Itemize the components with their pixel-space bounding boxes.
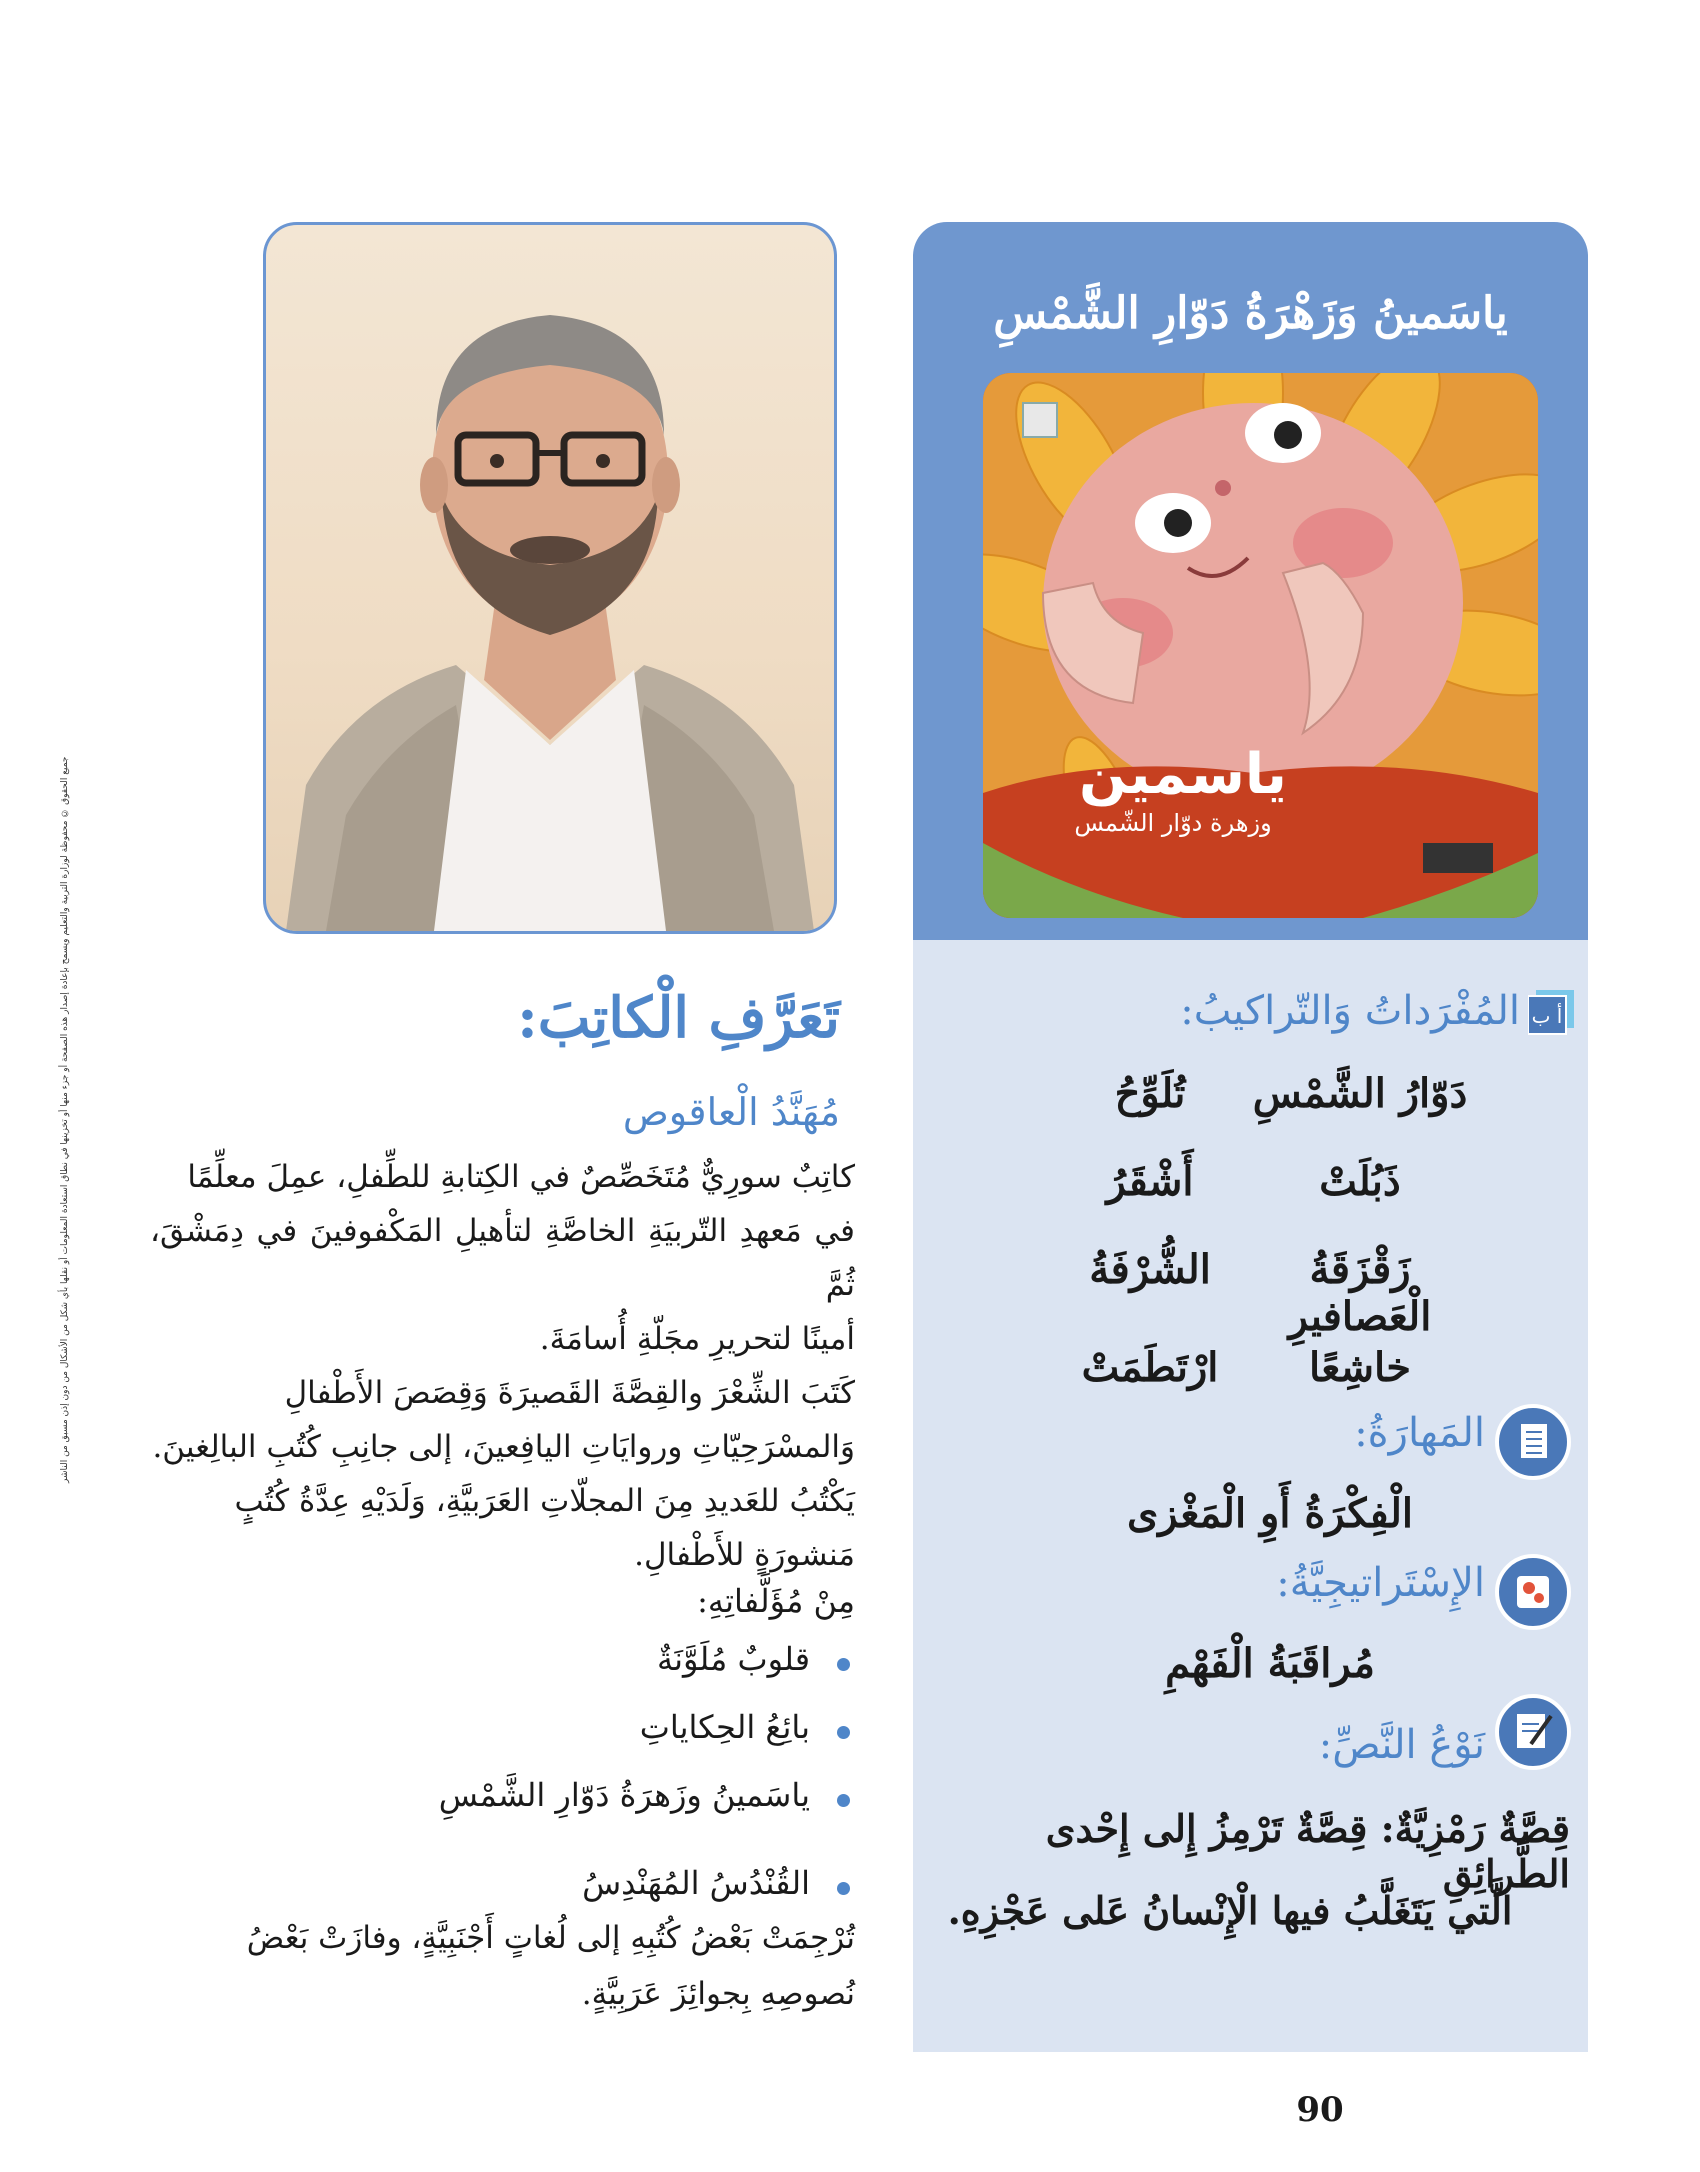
page-number: 90 [1296, 2090, 1344, 2130]
book-cover-illustration [983, 373, 1538, 918]
works-label: مِنْ مُؤَلَّفاتِهِ: [697, 1582, 855, 1620]
pencil-note-icon [1495, 1694, 1571, 1770]
text-type-line-2: الَّتي يَتَغَلَّبُ فيها الْإِنْسانُ عَلى عَجْزِهِ. [947, 1888, 1513, 1933]
cover-title: ياسمين [1079, 742, 1287, 807]
vocab-icon [1528, 990, 1574, 1036]
bio-line: يَكْتُبُ للعَديدِ مِنَ المجلّاتِ العَرَبيَّةِ، وَلَدَيْهِ عِدَّةُ كُتُبٍ [234, 1483, 855, 1519]
list-item: ياسَمينُ وزَهرَةُ دَوّارِ الشَّمْسِ [300, 1776, 850, 1844]
bullet-icon [837, 1726, 850, 1739]
author-name: مُهَنَّدُ الْعاقوص [622, 1090, 840, 1134]
bio-line: أمينًا لتحريرِ مجَلّةِ أُسامَةَ. [539, 1321, 855, 1357]
checklist-icon [1495, 1404, 1571, 1480]
translations-line: تُرْجِمَتْ بَعْضُ كُتُبِهِ إلى لُغاتٍ أَجْنَبِيَّةٍ، وفازَتْ بَعْضُ [246, 1920, 855, 1956]
bullet-icon [837, 1658, 850, 1671]
strategy-value: مُراقَبَةُ الْفَهْمِ [1165, 1640, 1375, 1687]
vocab-label: المُفْرَداتُ وَالتّراكيبُ: [1180, 988, 1520, 1034]
bio-line: وَالمسْرَحِيّاتِ وروايَاتِ اليافِعينَ، إلى جانِبِ كُتُبِ البالِغينَ. [152, 1429, 855, 1465]
vocab-word: تُلَوِّحُ [1114, 1070, 1186, 1117]
cover-subtitle: وزهرة دوّار الشّمس [1074, 809, 1272, 837]
book-cover [983, 373, 1538, 918]
vocab-word: زَقْزَقَةُ الْعَصافيرِ [1288, 1246, 1432, 1340]
copyright-notice: جميع الحقوق © محفوظة لوزارة التربية والتعليم ويسمح بإعادة إصدار هذه الصفحة أو جزء منها أو تخزينها في نطاق استعادة المعلومات أو نقلها بأي شكل من الأشكال من دون إذن مسبق من الناشر [60, 756, 70, 1484]
text-type-label: نَوْعُ النَّصِّ: [1318, 1722, 1485, 1768]
bio-line: كاتِبٌ سورِيٌّ مُتَخَصِّصٌ في الكِتابةِ للطِّفلِ، عمِلَ معلِّمًا [187, 1159, 855, 1195]
vocab-word: الشُّرْفَةُ [1089, 1246, 1211, 1293]
skill-value: الْفِكْرَةُ أَوِ الْمَغْزى [1126, 1490, 1414, 1537]
skill-label: المَهارَةُ: [1354, 1410, 1485, 1456]
strategy-label: الإِسْتَراتيجِيَّةُ: [1276, 1560, 1485, 1606]
list-item: بائِعُ الحِكاياتِ [300, 1708, 850, 1776]
author-photo [263, 222, 837, 934]
author-heading: تَعَرَّفِ الْكاتِبَ: [517, 985, 840, 1051]
bullet-icon [837, 1794, 850, 1807]
bio-line: كَتَبَ الشِّعْرَ والقِصَّةَ القَصيرَةَ وَقِصَصَ الأَطْفالِ [284, 1375, 855, 1411]
vocab-word: ذَبُلَتْ [1319, 1158, 1401, 1205]
translations-line: نُصوصِهِ بِجوائِزَ عَرَبِيَّةٍ. [581, 1976, 855, 2012]
vocab-word: أَشْقَرُ [1106, 1158, 1194, 1205]
list-item: قلوبٌ مُلَوَّنَةٌ [300, 1640, 850, 1708]
book-title: ياسَمينُ وَزَهْرَةُ دَوّارِ الشَّمْسِ [993, 288, 1508, 339]
author-portrait-illustration [266, 225, 834, 931]
works-list [300, 1640, 850, 1932]
list-item: القُنْدُسُ المُهَنْدِسُ [300, 1864, 850, 1932]
text-type-line-1: قِصَّةٌ رَمْزِيَّةٌ: قِصَّةٌ تَرْمِزُ إِلى إِحْدى الطَّرائِقِ [1045, 1806, 1570, 1896]
vocab-word: ارْتَطَمَتْ [1081, 1344, 1219, 1391]
gears-icon [1495, 1554, 1571, 1630]
author-translations [220, 1910, 855, 2022]
vocab-word: دَوّارُ الشَّمْسِ [1252, 1070, 1468, 1117]
bio-line: مَنشورَةٍ للأَطْفالِ. [634, 1537, 855, 1573]
bio-line: في مَعهدِ التّربيَةِ الخاصَّةِ لتأهيلِ المَكْفوفينَ في دِمَشْقَ، ثُمَّ [150, 1213, 855, 1303]
author-bio [150, 1150, 855, 1582]
vocab-word: خاشِعًا [1309, 1344, 1411, 1391]
svg-text:أ ب: أ ب [1531, 1004, 1563, 1028]
bullet-icon [837, 1882, 850, 1895]
